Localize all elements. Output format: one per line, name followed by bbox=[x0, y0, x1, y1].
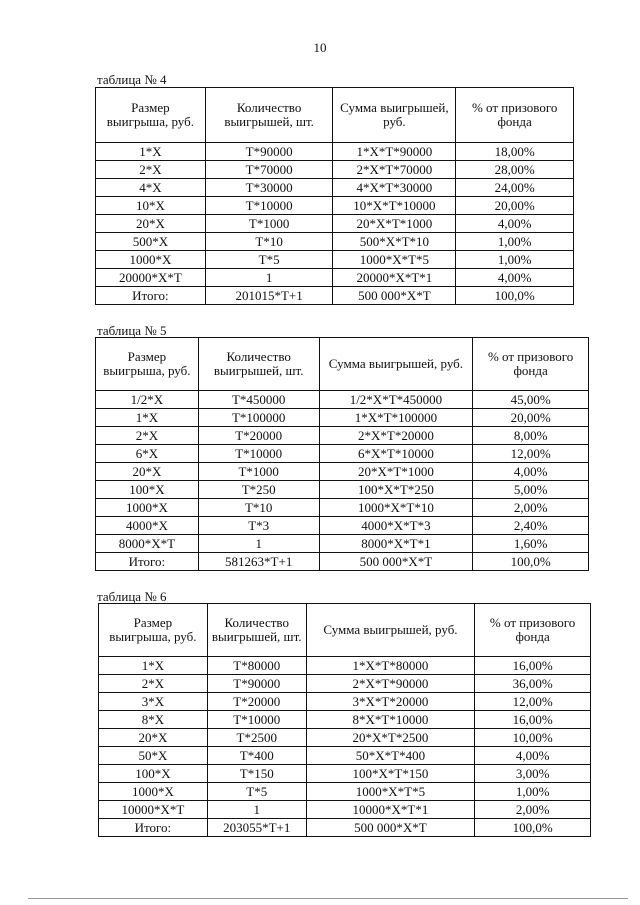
table-cell: T*250 bbox=[198, 481, 319, 499]
table-row bbox=[96, 251, 574, 269]
table-row bbox=[96, 409, 589, 427]
table-row bbox=[96, 161, 574, 179]
table-cell: 8000*X*T bbox=[96, 535, 199, 553]
table-cell: 2*X*T*20000 bbox=[319, 427, 473, 445]
table-cell: 2*X*T*70000 bbox=[333, 161, 456, 179]
table-row bbox=[99, 675, 591, 693]
table-cell: 100,0% bbox=[475, 819, 591, 837]
table-row bbox=[96, 233, 574, 251]
table-header-row bbox=[96, 88, 574, 143]
header-cell: % от призового фонда bbox=[475, 604, 591, 657]
table-cell: 2,00% bbox=[475, 801, 591, 819]
table-cell: 8*X*T*10000 bbox=[306, 711, 475, 729]
table-cell: 20*X bbox=[96, 463, 199, 481]
table-row bbox=[96, 427, 589, 445]
table-cell: T*10000 bbox=[198, 445, 319, 463]
table-row bbox=[96, 499, 589, 517]
table-cell: 8*X bbox=[99, 711, 208, 729]
table-cell: 8000*X*T*1 bbox=[319, 535, 473, 553]
table-cell: 20,00% bbox=[456, 197, 574, 215]
page-number: 10 bbox=[313, 40, 327, 55]
table-cell: 5,00% bbox=[473, 481, 589, 499]
table-row bbox=[99, 801, 591, 819]
header-cell: Сумма выигрышей, руб. bbox=[333, 88, 456, 143]
table-cell: 8,00% bbox=[473, 427, 589, 445]
header-cell: Сумма выигрышей, руб. bbox=[306, 604, 475, 657]
table-cell: 20*X*T*1000 bbox=[333, 215, 456, 233]
header-cell: % от призового фонда bbox=[456, 88, 574, 143]
table-caption: таблица № 6 bbox=[97, 589, 167, 604]
table-row bbox=[99, 729, 591, 747]
table-cell: 100*X*T*250 bbox=[319, 481, 473, 499]
table-cell: 20000*X*T bbox=[96, 269, 206, 287]
table-cell: 1*X bbox=[99, 657, 208, 675]
table-cell: T*10 bbox=[205, 233, 333, 251]
table-cell: T*2500 bbox=[207, 729, 306, 747]
table-cell: 10*X bbox=[96, 197, 206, 215]
table-cell: 10000*X*T bbox=[99, 801, 208, 819]
table-cell: 203055*T+1 bbox=[207, 819, 306, 837]
header-cell: % от призового фонда bbox=[473, 338, 589, 391]
table-row bbox=[99, 747, 591, 765]
table-cell: 20,00% bbox=[473, 409, 589, 427]
table-row bbox=[96, 553, 589, 571]
table-cell: 1000*X*T*5 bbox=[333, 251, 456, 269]
table-cell: 4*X bbox=[96, 179, 206, 197]
table-cell: 1*X*T*80000 bbox=[306, 657, 475, 675]
table-row bbox=[99, 783, 591, 801]
table-cell: T*90000 bbox=[205, 143, 333, 161]
table-cell: 2,40% bbox=[473, 517, 589, 535]
table-cell: 50*X*T*400 bbox=[306, 747, 475, 765]
table-cell: 2*X bbox=[96, 427, 199, 445]
table-cell: 1/2*X*T*450000 bbox=[319, 391, 473, 409]
table-header-row bbox=[96, 338, 589, 391]
table-cell: 1000*X bbox=[96, 251, 206, 269]
table-cell: T*150 bbox=[207, 765, 306, 783]
header-cell: Сумма выигрышей, руб. bbox=[319, 338, 473, 391]
table-cell: T*1000 bbox=[198, 463, 319, 481]
table-cell: 20*X bbox=[96, 215, 206, 233]
table-cell: 1,00% bbox=[456, 233, 574, 251]
table-cell: 4,00% bbox=[456, 215, 574, 233]
header-cell: Размер выигрыша, руб. bbox=[96, 88, 206, 143]
table-cell: 2,00% bbox=[473, 499, 589, 517]
table-cell: 1*X bbox=[96, 409, 199, 427]
table-cell: 500*X*T*10 bbox=[333, 233, 456, 251]
table-cell: 10,00% bbox=[475, 729, 591, 747]
table-cell: 1000*X bbox=[96, 499, 199, 517]
table-cell: T*1000 bbox=[205, 215, 333, 233]
table-cell: T*30000 bbox=[205, 179, 333, 197]
table-cell: 4000*X*T*3 bbox=[319, 517, 473, 535]
prize-table-4 bbox=[95, 87, 574, 305]
table-cell: 2*X bbox=[96, 161, 206, 179]
prize-table-5 bbox=[95, 337, 589, 571]
table-cell: 1 bbox=[205, 269, 333, 287]
table-cell: T*5 bbox=[207, 783, 306, 801]
table-cell: T*400 bbox=[207, 747, 306, 765]
table-cell: 1*X*T*100000 bbox=[319, 409, 473, 427]
table-cell: 50*X bbox=[99, 747, 208, 765]
table-cell: 1000*X*T*5 bbox=[306, 783, 475, 801]
table-cell: T*5 bbox=[205, 251, 333, 269]
header-cell: Количество выигрышей, шт. bbox=[198, 338, 319, 391]
table-cell: 1/2*X bbox=[96, 391, 199, 409]
table-cell: T*20000 bbox=[207, 693, 306, 711]
table-cell: T*100000 bbox=[198, 409, 319, 427]
table-cell: T*20000 bbox=[198, 427, 319, 445]
table-row bbox=[96, 269, 574, 287]
table-cell: 100,0% bbox=[473, 553, 589, 571]
table-cell: 10*X*T*10000 bbox=[333, 197, 456, 215]
table-caption: таблица № 4 bbox=[97, 72, 167, 87]
table-cell: T*450000 bbox=[198, 391, 319, 409]
table-cell: T*70000 bbox=[205, 161, 333, 179]
table-cell: 500 000*X*T bbox=[319, 553, 473, 571]
table-cell: Итого: bbox=[96, 287, 206, 305]
header-cell: Количество выигрышей, шт. bbox=[205, 88, 333, 143]
table-cell: 6*X bbox=[96, 445, 199, 463]
prize-table-6 bbox=[98, 603, 591, 837]
table-cell: 20*X*T*2500 bbox=[306, 729, 475, 747]
table-cell: T*3 bbox=[198, 517, 319, 535]
table-cell: 1*X*T*90000 bbox=[333, 143, 456, 161]
table-cell: 500 000*X*T bbox=[306, 819, 475, 837]
table-cell: 16,00% bbox=[475, 711, 591, 729]
table-cell: 3,00% bbox=[475, 765, 591, 783]
table-cell: 1,60% bbox=[473, 535, 589, 553]
table-row bbox=[96, 463, 589, 481]
table-cell: 4000*X bbox=[96, 517, 199, 535]
header-cell: Размер выигрыша, руб. bbox=[99, 604, 208, 657]
table-cell: 1000*X*T*10 bbox=[319, 499, 473, 517]
table-row bbox=[99, 711, 591, 729]
table-row bbox=[96, 535, 589, 553]
table-caption: таблица № 5 bbox=[97, 323, 167, 338]
table-row bbox=[99, 657, 591, 675]
table-cell: 12,00% bbox=[473, 445, 589, 463]
table-cell: Итого: bbox=[96, 553, 199, 571]
table-row bbox=[96, 287, 574, 305]
table-cell: 4*X*T*30000 bbox=[333, 179, 456, 197]
table-cell: 3*X*T*20000 bbox=[306, 693, 475, 711]
table-cell: 3*X bbox=[99, 693, 208, 711]
table-cell: 24,00% bbox=[456, 179, 574, 197]
table-cell: 100,0% bbox=[456, 287, 574, 305]
table-cell: 4,00% bbox=[473, 463, 589, 481]
table-cell: 2*X bbox=[99, 675, 208, 693]
table-header-row bbox=[99, 604, 591, 657]
table-cell: T*10000 bbox=[205, 197, 333, 215]
table-row bbox=[96, 197, 574, 215]
table-cell: Итого: bbox=[99, 819, 208, 837]
table-cell: T*80000 bbox=[207, 657, 306, 675]
table-cell: 20*X*T*1000 bbox=[319, 463, 473, 481]
table-cell: 581263*T+1 bbox=[198, 553, 319, 571]
table-cell: 12,00% bbox=[475, 693, 591, 711]
table-cell: 1,00% bbox=[475, 783, 591, 801]
table-row bbox=[96, 143, 574, 161]
table-cell: 1 bbox=[207, 801, 306, 819]
table-cell: 500 000*X*T bbox=[333, 287, 456, 305]
table-cell: 16,00% bbox=[475, 657, 591, 675]
table-row bbox=[96, 481, 589, 499]
table-cell: T*10 bbox=[198, 499, 319, 517]
table-cell: 4,00% bbox=[475, 747, 591, 765]
table-cell: 100*X*T*150 bbox=[306, 765, 475, 783]
table-cell: 500*X bbox=[96, 233, 206, 251]
table-row bbox=[99, 819, 591, 837]
table-cell: 4,00% bbox=[456, 269, 574, 287]
table-cell: 100*X bbox=[96, 481, 199, 499]
table-row bbox=[96, 391, 589, 409]
table-cell: 20*X bbox=[99, 729, 208, 747]
table-cell: 1000*X bbox=[99, 783, 208, 801]
table-cell: 2*X*T*90000 bbox=[306, 675, 475, 693]
table-cell: 18,00% bbox=[456, 143, 574, 161]
table-row bbox=[96, 179, 574, 197]
table-cell: 28,00% bbox=[456, 161, 574, 179]
table-row bbox=[99, 765, 591, 783]
table-cell: 100*X bbox=[99, 765, 208, 783]
table-cell: 36,00% bbox=[475, 675, 591, 693]
table-row bbox=[96, 517, 589, 535]
table-cell: T*10000 bbox=[207, 711, 306, 729]
table-row bbox=[96, 445, 589, 463]
table-cell: 10000*X*T*1 bbox=[306, 801, 475, 819]
table-cell: T*90000 bbox=[207, 675, 306, 693]
table-cell: 1 bbox=[198, 535, 319, 553]
header-cell: Количество выигрышей, шт. bbox=[207, 604, 306, 657]
table-row bbox=[96, 215, 574, 233]
page-edge-line bbox=[28, 898, 628, 899]
table-cell: 1*X bbox=[96, 143, 206, 161]
table-row bbox=[99, 693, 591, 711]
table-cell: 6*X*T*10000 bbox=[319, 445, 473, 463]
table-cell: 20000*X*T*1 bbox=[333, 269, 456, 287]
table-cell: 201015*T+1 bbox=[205, 287, 333, 305]
table-cell: 1,00% bbox=[456, 251, 574, 269]
table-cell: 45,00% bbox=[473, 391, 589, 409]
header-cell: Размер выигрыша, руб. bbox=[96, 338, 199, 391]
